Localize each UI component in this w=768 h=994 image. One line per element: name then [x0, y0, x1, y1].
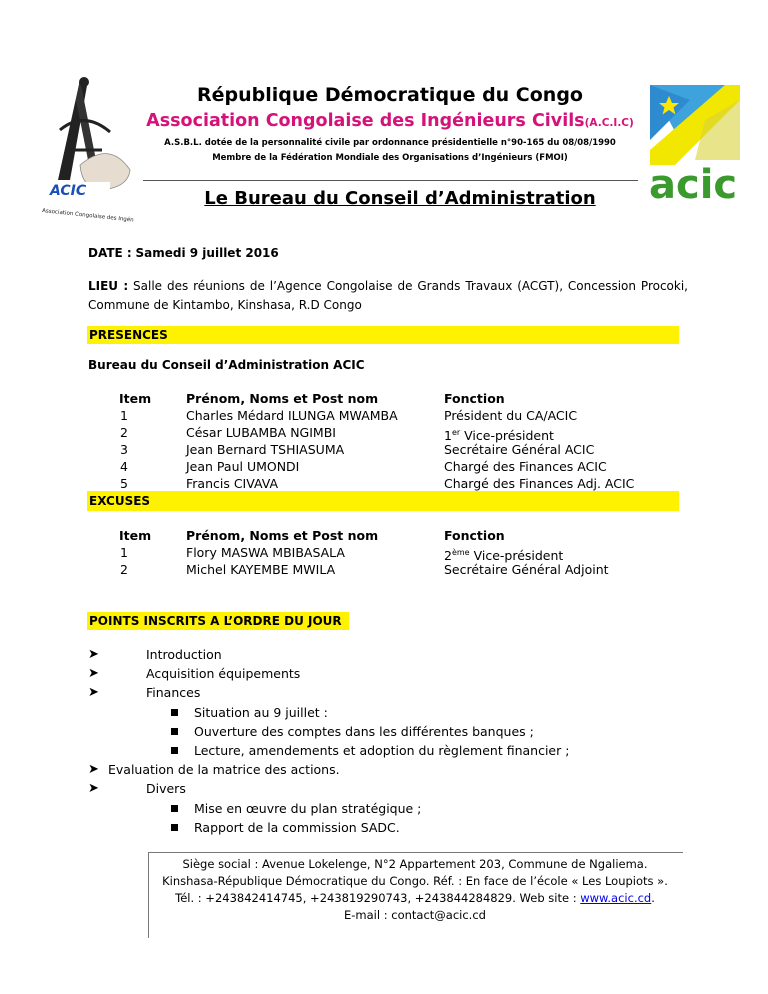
agenda-subitem-text: Mise en œuvre du plan stratégique ; [194, 800, 422, 816]
agenda-heading: POINTS INSCRITS A L’ORDRE DU JOUR [87, 612, 349, 630]
table-row [119, 475, 674, 492]
row-function [444, 544, 674, 564]
arrow-bullet-icon: ➤ [88, 762, 99, 778]
square-bullet-icon [171, 824, 178, 831]
footer-email: E-mail : contact@acic.cd [344, 908, 486, 922]
table-row [119, 407, 674, 424]
list-item [88, 683, 569, 702]
document-title: Le Bureau du Conseil d’Administration [204, 188, 596, 209]
square-bullet-icon [171, 747, 178, 754]
row-name: Flory MASWA MBIBASALA [186, 545, 345, 560]
meeting-place [88, 277, 688, 315]
arrow-bullet-icon: ➤ [88, 666, 99, 682]
column-header-name: Prénom, Noms et Post nom [186, 391, 379, 406]
header-divider [143, 180, 638, 181]
row-name: Jean Paul UMONDI [186, 459, 300, 474]
row-function [444, 424, 674, 444]
row-item: 1 [120, 408, 128, 423]
website-link[interactable]: www.acic.cd [580, 891, 652, 905]
presences-table [119, 390, 674, 492]
agenda-subitem-text: Rapport de la commission SADC. [194, 819, 400, 835]
legal-status-line: A.S.B.L. dotée de la personnalité civile par ordonnance présidentielle n°90-165 du 08/08/1990 [164, 138, 616, 148]
logo-left-wordmark: ACIC [50, 183, 87, 199]
column-header-item: Item [119, 528, 152, 543]
agenda-item-text: Acquisition équipements [146, 666, 301, 682]
association-acronym: (A.C.I.C) [584, 117, 634, 129]
agenda-subitem-text: Lecture, amendements et adoption du règlement financier ; [194, 742, 570, 758]
row-item: 5 [120, 476, 128, 491]
date-label: DATE : [88, 246, 132, 260]
list-item [88, 779, 569, 798]
footer-side-rule [148, 852, 149, 938]
square-bullet-icon [171, 728, 178, 735]
logo-right-wordmark: acic [649, 162, 738, 208]
row-name: Michel KAYEMBE MWILA [186, 562, 336, 577]
footer-address: Siège social : Avenue Lokelenge, N°2 Appartement 203, Commune de Ngaliema. [182, 857, 648, 871]
meeting-date [88, 244, 688, 262]
list-item [88, 664, 569, 683]
table-row [119, 441, 674, 458]
footer-phones: Tél. : +243842414745, +243819290743, +243844284829. Web site : [175, 891, 581, 905]
column-header-function: Fonction [444, 528, 505, 543]
row-function: Secrétaire Général Adjoint [444, 562, 609, 577]
footer-reference: Kinshasa-République Démocratique du Congo. Réf. : En face de l’école « Les Loupiots ». [162, 874, 668, 888]
row-function-text: Vice-président [460, 428, 554, 444]
agenda-item-text: Introduction [146, 647, 222, 662]
arrow-bullet-icon: ➤ [88, 685, 99, 701]
footer-period: . [651, 891, 655, 905]
logo-left-caption: Association Congolaise des Ingén [41, 208, 134, 224]
row-item: 1 [120, 545, 128, 560]
agenda-subitem-text: Situation au 9 juillet : [194, 704, 328, 720]
row-function: Chargé des Finances ACIC [444, 459, 607, 474]
list-subitem [88, 818, 569, 837]
row-item: 2 [120, 425, 128, 440]
row-function: Secrétaire Général ACIC [444, 442, 595, 457]
row-item: 4 [120, 459, 128, 474]
list-item [88, 645, 569, 664]
arrow-bullet-icon: ➤ [88, 781, 99, 797]
association-full-name: Association Congolaise des Ingénieurs Civils [146, 111, 585, 131]
row-function-ordinal-suffix: er [451, 428, 461, 437]
table-row [119, 424, 674, 444]
table-row [119, 561, 674, 578]
footer-contact [150, 890, 680, 907]
place-label: LIEU : [88, 279, 129, 293]
row-function: Président du CA/ACIC [444, 408, 578, 423]
row-name: Francis CIVAVA [186, 476, 279, 491]
table-header-row [119, 390, 674, 407]
footer-divider [148, 852, 683, 853]
column-header-name: Prénom, Noms et Post nom [186, 528, 379, 543]
row-function-ordinal: 1 [444, 428, 452, 444]
agenda-list [88, 645, 569, 837]
excuses-table [119, 527, 674, 578]
row-function-ordinal: 2 [444, 548, 452, 564]
column-header-item: Item [119, 391, 152, 406]
agenda-subitem-text: Ouverture des comptes dans les différentes banques ; [194, 723, 534, 739]
country-name: République Démocratique du Congo [196, 84, 583, 106]
table-row [119, 458, 674, 475]
row-name: Jean Bernard TSHIASUMA [186, 442, 345, 457]
footer [150, 856, 680, 924]
square-bullet-icon [171, 805, 178, 812]
list-item [88, 760, 569, 779]
row-name: Charles Médard ILUNGA MWAMBA [186, 408, 398, 423]
letterhead [120, 82, 660, 166]
agenda-item-text: Divers [146, 781, 186, 797]
agenda-item-text: Finances [146, 685, 201, 701]
row-function-text: Vice-président [469, 548, 564, 564]
list-subitem [88, 703, 569, 722]
arrow-bullet-icon: ➤ [88, 647, 99, 662]
row-item: 3 [120, 442, 128, 457]
date-value: Samedi 9 juillet 2016 [135, 246, 279, 260]
row-function-ordinal-suffix: ème [451, 548, 470, 557]
row-item: 2 [120, 562, 128, 577]
column-header-function: Fonction [444, 391, 505, 406]
table-header-row [119, 527, 674, 544]
list-subitem [88, 741, 569, 760]
list-subitem [88, 722, 569, 741]
association-name [120, 108, 660, 136]
excuses-heading: EXCUSES [87, 491, 679, 511]
table-row [119, 544, 674, 564]
place-value: Salle des réunions de l’Agence Congolaise de Grands Travaux (ACGT), Concession Procoki, Commune de Kintambo, Kinshasa, R.D Congo [88, 279, 688, 312]
list-subitem [88, 799, 569, 818]
row-function: Chargé des Finances Adj. ACIC [444, 476, 635, 491]
presences-subtitle: Bureau du Conseil d’Administration ACIC [88, 358, 365, 372]
square-bullet-icon [171, 709, 178, 716]
membership-line: Membre de la Fédération Mondiale des Organisations d’Ingénieurs (FMOI) [212, 153, 568, 163]
presences-heading: PRESENCES [87, 326, 679, 344]
row-name: César LUBAMBA NGIMBI [186, 425, 336, 440]
agenda-item-text: Evaluation de la matrice des actions. [108, 762, 340, 778]
